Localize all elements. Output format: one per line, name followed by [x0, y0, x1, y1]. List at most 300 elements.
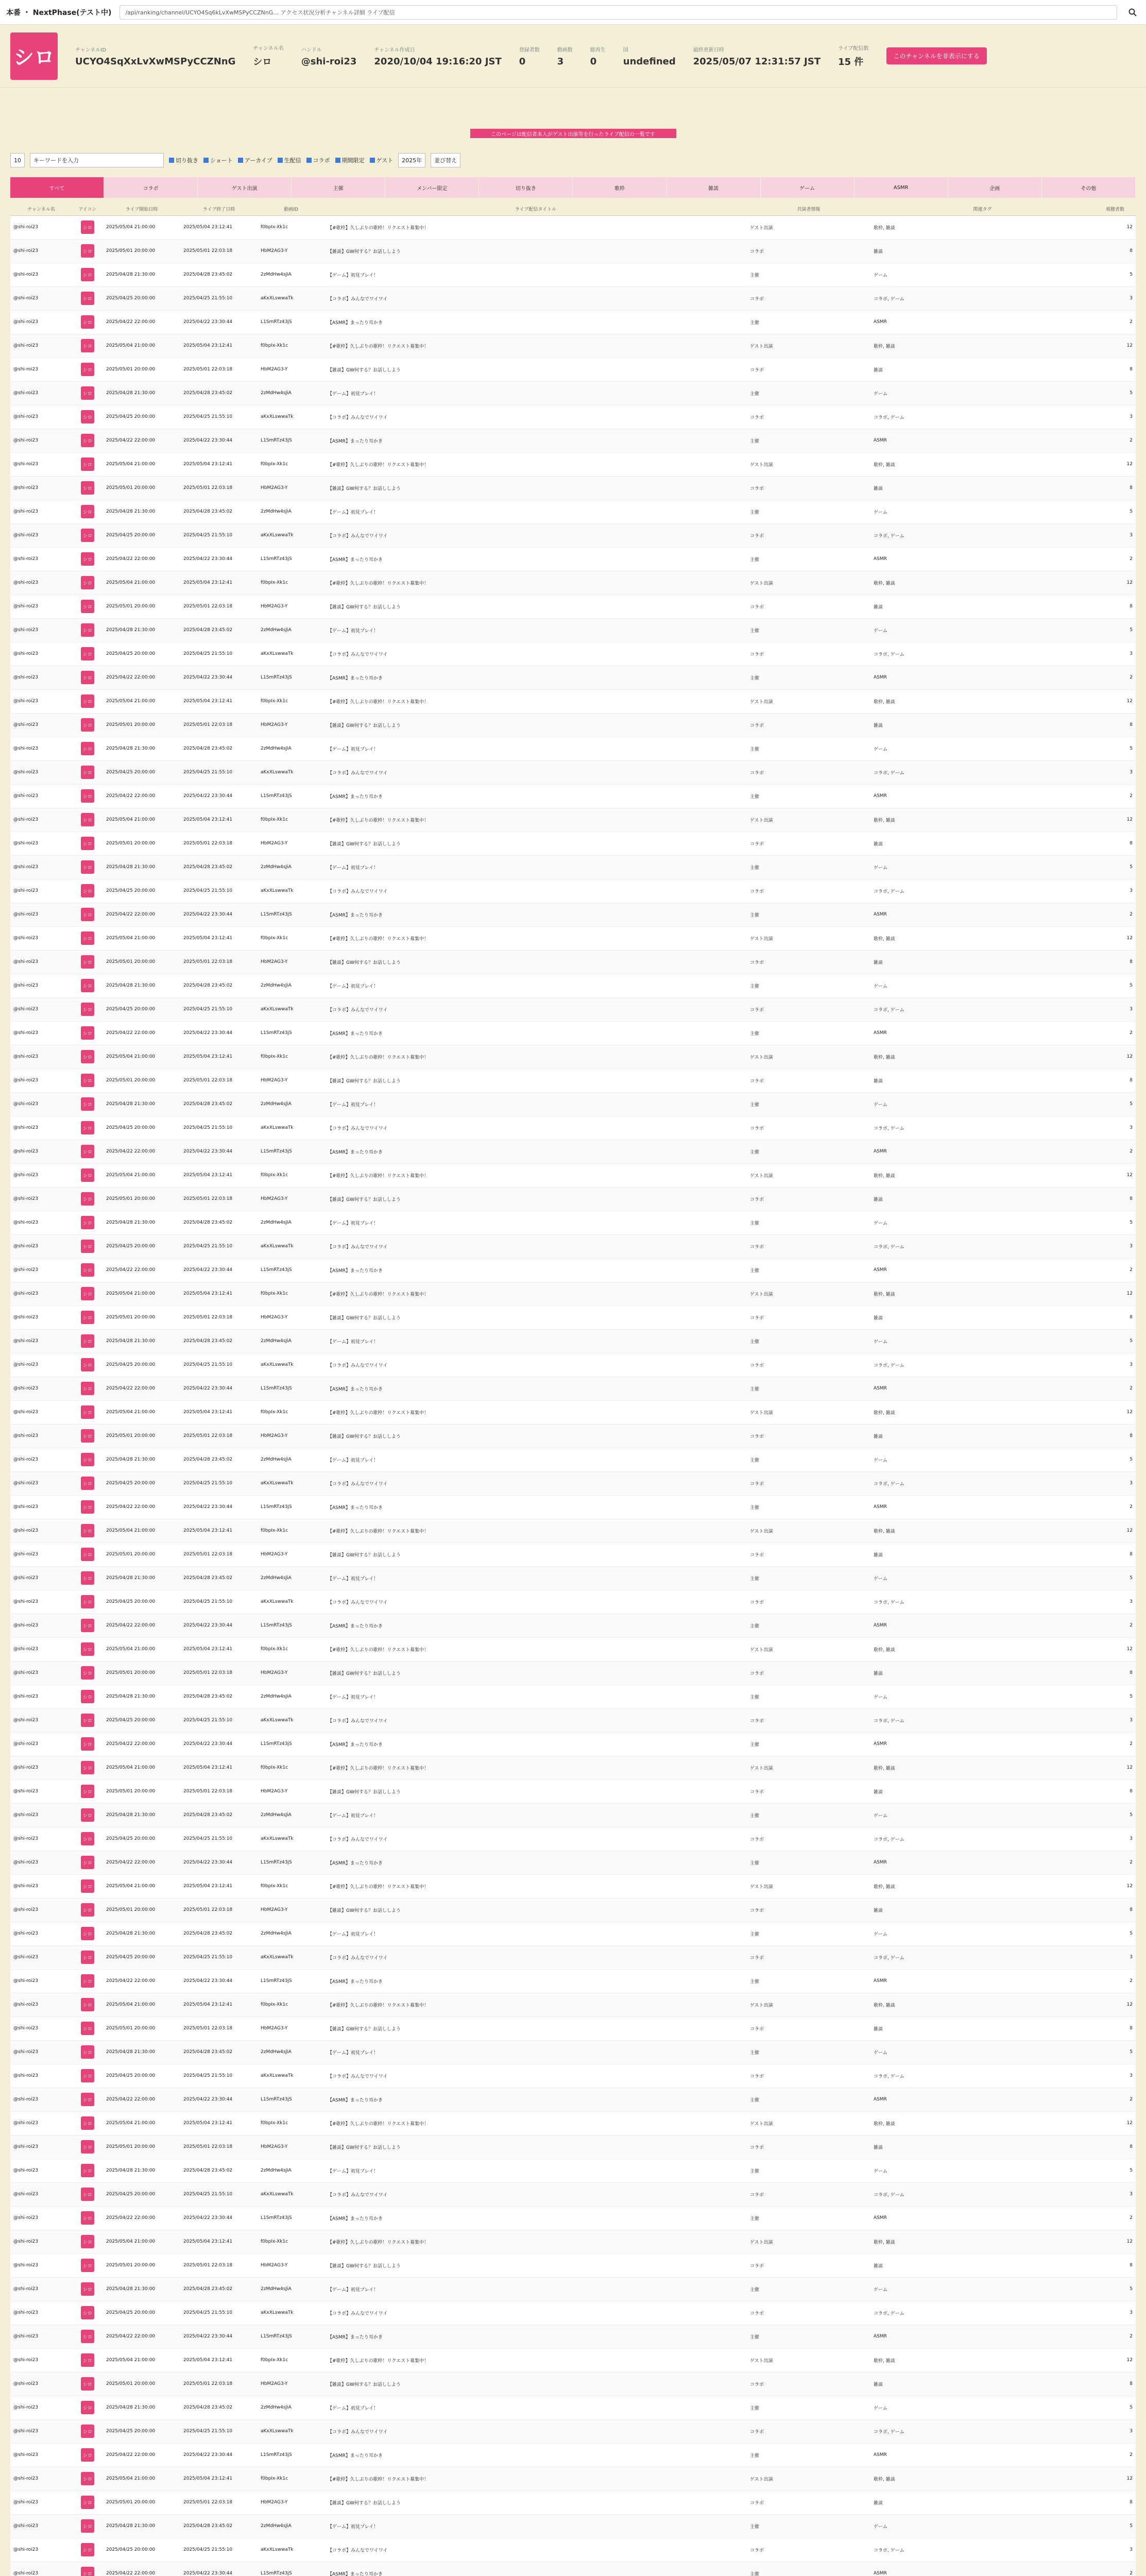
- cell-video-id[interactable]: 2zMdHw4sJiA: [261, 628, 292, 633]
- cell-video-id[interactable]: 2zMdHw4sJiA: [261, 509, 292, 514]
- table-row[interactable]: [10, 1306, 1136, 1329]
- cell-title[interactable]: 【ゲーム】初見プレイ！: [328, 747, 379, 752]
- cell-video-id[interactable]: aKxXLswwaTk: [261, 1599, 294, 1604]
- page-select[interactable]: 10: [10, 153, 25, 167]
- cell-video-id[interactable]: aKxXLswwaTk: [261, 1007, 294, 1012]
- table-row[interactable]: [10, 405, 1136, 429]
- cell-video-id[interactable]: aKxXLswwaTk: [261, 770, 294, 775]
- cell-video-id[interactable]: f0bpIx-Xk1c: [261, 1528, 288, 1533]
- cell-title[interactable]: 【コラボ】みんなでワイワイ: [328, 2429, 388, 2435]
- cell-video-id[interactable]: f0bpIx-Xk1c: [261, 1410, 288, 1415]
- cell-title[interactable]: 【ASMR】まったり耳かき: [328, 1268, 383, 1274]
- cell-title[interactable]: 【雑談】GW何する？お話ししよう: [328, 2263, 401, 2269]
- cell-video-id[interactable]: 2zMdHw4sJiA: [261, 1101, 292, 1107]
- cell-video-id[interactable]: f0bpIx-Xk1c: [261, 2476, 288, 2481]
- cell-video-id[interactable]: 2zMdHw4sJiA: [261, 2523, 292, 2529]
- table-row[interactable]: [10, 1187, 1136, 1211]
- cell-video-id[interactable]: 2zMdHw4sJiA: [261, 1575, 292, 1581]
- cell-video-id[interactable]: HbM2AG3-Y: [261, 2263, 288, 2268]
- cell-video-id[interactable]: HbM2AG3-Y: [261, 722, 288, 727]
- cell-video-id[interactable]: aKxXLswwaTk: [261, 2073, 294, 2078]
- cell-video-id[interactable]: L1SmRTz43jS: [261, 1623, 292, 1628]
- table-row[interactable]: [10, 879, 1136, 903]
- filter-check[interactable]: [335, 156, 365, 164]
- table-row[interactable]: [10, 2253, 1136, 2277]
- table-row[interactable]: [10, 1566, 1136, 1590]
- table-row[interactable]: [10, 547, 1136, 571]
- cell-title[interactable]: 【雑談】GW何する？お話ししよう: [328, 604, 401, 610]
- table-row[interactable]: [10, 1708, 1136, 1732]
- table-row[interactable]: [10, 1092, 1136, 1116]
- table-row[interactable]: [10, 334, 1136, 358]
- cell-title[interactable]: 【#歌枠】久しぶりの歌枠！リクエスト募集中！: [328, 2003, 429, 2008]
- cell-video-id[interactable]: f0bpIx-Xk1c: [261, 580, 288, 585]
- table-row[interactable]: [10, 950, 1136, 974]
- tab[interactable]: ASMR: [854, 177, 948, 198]
- tab[interactable]: ゲスト出演: [198, 177, 292, 198]
- table-row[interactable]: [10, 1519, 1136, 1543]
- table-row[interactable]: [10, 997, 1136, 1021]
- cell-title[interactable]: 【ASMR】まったり耳かき: [328, 675, 383, 681]
- table-row[interactable]: [10, 263, 1136, 286]
- cell-title[interactable]: 【ASMR】まったり耳かき: [328, 1149, 383, 1155]
- tab[interactable]: ゲーム: [761, 177, 854, 198]
- table-row[interactable]: [10, 1969, 1136, 1993]
- col-header[interactable]: アイコン: [72, 203, 103, 215]
- table-row[interactable]: [10, 2325, 1136, 2348]
- cell-video-id[interactable]: aKxXLswwaTk: [261, 1244, 294, 1249]
- cell-title[interactable]: 【雑談】GW何する？お話ししよう: [328, 1078, 401, 1084]
- cell-title[interactable]: 【#歌枠】久しぶりの歌枠！リクエスト募集中！: [328, 2240, 429, 2245]
- cell-title[interactable]: 【ASMR】まったり耳かき: [328, 1979, 383, 1985]
- table-row[interactable]: [10, 2064, 1136, 2088]
- table-row[interactable]: [10, 2562, 1136, 2576]
- cell-video-id[interactable]: f0bpIx-Xk1c: [261, 817, 288, 822]
- cell-title[interactable]: 【#歌枠】久しぶりの歌枠！リクエスト募集中！: [328, 1766, 429, 1771]
- filter-check[interactable]: [370, 156, 394, 164]
- cell-title[interactable]: 【ゲーム】初見プレイ！: [328, 1221, 379, 1226]
- table-row[interactable]: [10, 1424, 1136, 1448]
- cell-video-id[interactable]: aKxXLswwaTk: [261, 1362, 294, 1367]
- filter-check[interactable]: [203, 156, 233, 164]
- col-header[interactable]: ライブ配信タイトル: [324, 203, 747, 215]
- cell-title[interactable]: 【コラボ】みんなでワイワイ: [328, 1837, 388, 1842]
- table-row[interactable]: [10, 1377, 1136, 1400]
- cell-video-id[interactable]: L1SmRTz43jS: [261, 1504, 292, 1510]
- cell-video-id[interactable]: L1SmRTz43jS: [261, 1267, 292, 1273]
- cell-video-id[interactable]: aKxXLswwaTk: [261, 651, 294, 656]
- cell-video-id[interactable]: aKxXLswwaTk: [261, 2192, 294, 2197]
- table-row[interactable]: [10, 618, 1136, 642]
- cell-title[interactable]: 【#歌枠】久しぶりの歌枠！リクエスト募集中！: [328, 818, 429, 823]
- cell-video-id[interactable]: f0bpIx-Xk1c: [261, 1884, 288, 1889]
- cell-title[interactable]: 【#歌枠】久しぶりの歌枠！リクエスト募集中！: [328, 462, 429, 468]
- table-row[interactable]: [10, 1732, 1136, 1756]
- table-row[interactable]: [10, 926, 1136, 950]
- table-row[interactable]: [10, 429, 1136, 452]
- cell-title[interactable]: 【ゲーム】初見プレイ！: [328, 391, 379, 397]
- cell-video-id[interactable]: f0bpIx-Xk1c: [261, 699, 288, 704]
- table-row[interactable]: [10, 2348, 1136, 2372]
- cell-video-id[interactable]: f0bpIx-Xk1c: [261, 1173, 288, 1178]
- cell-title[interactable]: 【#歌枠】久しぶりの歌枠！リクエスト募集中！: [328, 2121, 429, 2127]
- cell-title[interactable]: 【ASMR】まったり耳かき: [328, 794, 383, 800]
- table-row[interactable]: [10, 1069, 1136, 1092]
- cell-title[interactable]: 【コラボ】みんなでワイワイ: [328, 2074, 388, 2079]
- cell-title[interactable]: 【雑談】GW何する？お話ししよう: [328, 1908, 401, 1913]
- cell-title[interactable]: 【ASMR】まったり耳かき: [328, 2453, 383, 2459]
- cell-title[interactable]: 【ゲーム】初見プレイ！: [328, 1694, 379, 1700]
- cell-title[interactable]: 【雑談】GW何する？お話ししよう: [328, 367, 401, 373]
- cell-title[interactable]: 【ゲーム】初見プレイ！: [328, 1576, 379, 1582]
- cell-title[interactable]: 【#歌枠】久しぶりの歌枠！リクエスト募集中！: [328, 1884, 429, 1890]
- cell-title[interactable]: 【雑談】GW何する？お話ししよう: [328, 486, 401, 492]
- url-bar[interactable]: [119, 5, 1117, 20]
- cell-video-id[interactable]: 2zMdHw4sJiA: [261, 1338, 292, 1344]
- table-row[interactable]: [10, 2016, 1136, 2040]
- table-row[interactable]: [10, 832, 1136, 855]
- tab[interactable]: その他: [1042, 177, 1136, 198]
- cell-title[interactable]: 【コラボ】みんなでワイワイ: [328, 1244, 388, 1250]
- table-row[interactable]: [10, 1993, 1136, 2016]
- table-row[interactable]: [10, 1756, 1136, 1780]
- cell-video-id[interactable]: HbM2AG3-Y: [261, 1670, 288, 1675]
- cell-title[interactable]: 【コラボ】みんなでワイワイ: [328, 1600, 388, 1605]
- cell-title[interactable]: 【#歌枠】久しぶりの歌枠！リクエスト募集中！: [328, 1410, 429, 1416]
- cell-title[interactable]: 【ASMR】まったり耳かき: [328, 1031, 383, 1037]
- cell-title[interactable]: 【ASMR】まったり耳かき: [328, 1860, 383, 1866]
- cell-title[interactable]: 【#歌枠】久しぶりの歌枠！リクエスト募集中！: [328, 2358, 429, 2364]
- cell-title[interactable]: 【ゲーム】初見プレイ！: [328, 2168, 379, 2174]
- table-row[interactable]: [10, 2396, 1136, 2419]
- table-row[interactable]: [10, 760, 1136, 784]
- cell-title[interactable]: 【コラボ】みんなでワイワイ: [328, 2311, 388, 2316]
- cell-video-id[interactable]: 2zMdHw4sJiA: [261, 2286, 292, 2292]
- cell-video-id[interactable]: HbM2AG3-Y: [261, 367, 288, 372]
- cell-video-id[interactable]: HbM2AG3-Y: [261, 485, 288, 490]
- cell-title[interactable]: 【コラボ】みんなでワイワイ: [328, 1718, 388, 1724]
- table-row[interactable]: [10, 2111, 1136, 2135]
- table-row[interactable]: [10, 476, 1136, 500]
- table-row[interactable]: [10, 2514, 1136, 2538]
- cell-video-id[interactable]: HbM2AG3-Y: [261, 248, 288, 253]
- table-row[interactable]: [10, 1400, 1136, 1424]
- table-row[interactable]: [10, 642, 1136, 666]
- cell-video-id[interactable]: HbM2AG3-Y: [261, 604, 288, 609]
- table-row[interactable]: [10, 1827, 1136, 1851]
- cell-video-id[interactable]: L1SmRTz43jS: [261, 556, 292, 562]
- table-row[interactable]: [10, 2443, 1136, 2467]
- cell-title[interactable]: 【#歌枠】久しぶりの歌枠！リクエスト募集中！: [328, 225, 429, 231]
- cell-title[interactable]: 【雑談】GW何する？お話ししよう: [328, 723, 401, 728]
- table-row[interactable]: [10, 1211, 1136, 1234]
- table-row[interactable]: [10, 2230, 1136, 2253]
- tab[interactable]: 切り抜き: [479, 177, 573, 198]
- cell-title[interactable]: 【コラボ】みんなでワイワイ: [328, 1363, 388, 1368]
- cell-title[interactable]: 【ゲーム】初見プレイ！: [328, 1931, 379, 1937]
- hide-channel-button[interactable]: このチャンネルを非表示にする: [886, 47, 987, 64]
- cell-video-id[interactable]: HbM2AG3-Y: [261, 1315, 288, 1320]
- cell-title[interactable]: 【雑談】GW何する？お話ししよう: [328, 1552, 401, 1558]
- cell-title[interactable]: 【コラボ】みんなでワイワイ: [328, 889, 388, 894]
- table-row[interactable]: [10, 2301, 1136, 2325]
- table-row[interactable]: [10, 215, 1136, 239]
- tab[interactable]: コラボ: [104, 177, 198, 198]
- table-row[interactable]: [10, 310, 1136, 334]
- table-row[interactable]: [10, 1945, 1136, 1969]
- table-row[interactable]: [10, 974, 1136, 997]
- cell-title[interactable]: 【#歌枠】久しぶりの歌枠！リクエスト募集中！: [328, 1647, 429, 1653]
- table-row[interactable]: [10, 2159, 1136, 2182]
- cell-title[interactable]: 【雑談】GW何する？お話ししよう: [328, 2026, 401, 2032]
- col-header[interactable]: 視聴者数: [1094, 203, 1136, 215]
- cell-title[interactable]: 【コラボ】みんなでワイワイ: [328, 415, 388, 420]
- cell-title[interactable]: 【#歌枠】久しぶりの歌枠！リクエスト募集中！: [328, 1292, 429, 1297]
- cell-title[interactable]: 【ゲーム】初見プレイ！: [328, 984, 379, 989]
- cell-video-id[interactable]: 2zMdHw4sJiA: [261, 2168, 292, 2173]
- table-row[interactable]: [10, 1543, 1136, 1566]
- table-row[interactable]: [10, 2467, 1136, 2490]
- table-row[interactable]: [10, 784, 1136, 808]
- cell-title[interactable]: 【#歌枠】久しぶりの歌枠！リクエスト募集中！: [328, 344, 429, 349]
- cell-title[interactable]: 【ASMR】まったり耳かき: [328, 1623, 383, 1629]
- date-select[interactable]: 2025年: [398, 153, 425, 167]
- cell-video-id[interactable]: 2zMdHw4sJiA: [261, 1457, 292, 1462]
- table-row[interactable]: [10, 1614, 1136, 1637]
- col-header[interactable]: ライブ終了日時: [180, 203, 258, 215]
- cell-video-id[interactable]: L1SmRTz43jS: [261, 675, 292, 680]
- filter-check[interactable]: [169, 156, 198, 164]
- col-header[interactable]: 共演者情報: [747, 203, 870, 215]
- cell-video-id[interactable]: 2zMdHw4sJiA: [261, 2405, 292, 2410]
- cell-title[interactable]: 【#歌枠】久しぶりの歌枠！リクエスト募集中！: [328, 1173, 429, 1179]
- table-row[interactable]: [10, 689, 1136, 713]
- cell-title[interactable]: 【ASMR】まったり耳かき: [328, 1742, 383, 1748]
- cell-title[interactable]: 【雑談】GW何する？お話ししよう: [328, 1789, 401, 1795]
- tab[interactable]: メンバー限定: [385, 177, 479, 198]
- table-row[interactable]: [10, 2419, 1136, 2443]
- table-row[interactable]: [10, 1780, 1136, 1803]
- cell-video-id[interactable]: L1SmRTz43jS: [261, 793, 292, 799]
- cell-title[interactable]: 【雑談】GW何する？お話ししよう: [328, 1434, 401, 1439]
- table-row[interactable]: [10, 2182, 1136, 2206]
- filter-check[interactable]: [278, 156, 301, 164]
- col-header[interactable]: 動画ID: [258, 203, 324, 215]
- cell-title[interactable]: 【雑談】GW何する？お話ししよう: [328, 841, 401, 847]
- cell-title[interactable]: 【ゲーム】初見プレイ！: [328, 273, 379, 278]
- cell-video-id[interactable]: 2zMdHw4sJiA: [261, 1220, 292, 1225]
- cell-title[interactable]: 【ゲーム】初見プレイ！: [328, 2050, 379, 2056]
- table-row[interactable]: [10, 571, 1136, 595]
- cell-title[interactable]: 【ゲーム】初見プレイ！: [328, 865, 379, 871]
- cell-video-id[interactable]: HbM2AG3-Y: [261, 1552, 288, 1557]
- cell-video-id[interactable]: 2zMdHw4sJiA: [261, 746, 292, 751]
- cell-video-id[interactable]: HbM2AG3-Y: [261, 1196, 288, 1201]
- cell-video-id[interactable]: aKxXLswwaTk: [261, 2310, 294, 2315]
- filter-check[interactable]: [238, 156, 272, 164]
- table-row[interactable]: [10, 2088, 1136, 2111]
- table-row[interactable]: [10, 1282, 1136, 1306]
- cell-video-id[interactable]: 2zMdHw4sJiA: [261, 391, 292, 396]
- cell-video-id[interactable]: HbM2AG3-Y: [261, 1433, 288, 1438]
- table-row[interactable]: [10, 737, 1136, 760]
- cell-video-id[interactable]: aKxXLswwaTk: [261, 2547, 294, 2552]
- table-row[interactable]: [10, 381, 1136, 405]
- table-row[interactable]: [10, 1898, 1136, 1922]
- cell-video-id[interactable]: aKxXLswwaTk: [261, 1481, 294, 1486]
- table-row[interactable]: [10, 239, 1136, 263]
- sort-select[interactable]: 並び替え: [431, 153, 460, 167]
- cell-video-id[interactable]: aKxXLswwaTk: [261, 1125, 294, 1130]
- cell-video-id[interactable]: HbM2AG3-Y: [261, 1789, 288, 1794]
- cell-video-id[interactable]: f0bpIx-Xk1c: [261, 1291, 288, 1296]
- table-row[interactable]: [10, 500, 1136, 523]
- cell-video-id[interactable]: HbM2AG3-Y: [261, 2381, 288, 2386]
- table-row[interactable]: [10, 358, 1136, 381]
- table-row[interactable]: [10, 1637, 1136, 1661]
- cell-video-id[interactable]: L1SmRTz43jS: [261, 2571, 292, 2576]
- cell-title[interactable]: 【ASMR】まったり耳かき: [328, 2097, 383, 2103]
- cell-title[interactable]: 【コラボ】みんなでワイワイ: [328, 1007, 388, 1013]
- cell-title[interactable]: 【ASMR】まったり耳かき: [328, 2334, 383, 2340]
- cell-video-id[interactable]: L1SmRTz43jS: [261, 2452, 292, 2458]
- table-row[interactable]: [10, 1803, 1136, 1827]
- table-row[interactable]: [10, 1163, 1136, 1187]
- cell-video-id[interactable]: f0bpIx-Xk1c: [261, 2121, 288, 2126]
- table-row[interactable]: [10, 2372, 1136, 2396]
- cell-title[interactable]: 【コラボ】みんなでワイワイ: [328, 652, 388, 657]
- cell-video-id[interactable]: f0bpIx-Xk1c: [261, 343, 288, 348]
- table-row[interactable]: [10, 1045, 1136, 1069]
- table-row[interactable]: [10, 1495, 1136, 1519]
- cell-video-id[interactable]: 2zMdHw4sJiA: [261, 983, 292, 988]
- cell-video-id[interactable]: 2zMdHw4sJiA: [261, 2049, 292, 2055]
- cell-video-id[interactable]: aKxXLswwaTk: [261, 1955, 294, 1960]
- cell-video-id[interactable]: HbM2AG3-Y: [261, 1078, 288, 1083]
- tab[interactable]: すべて: [10, 177, 104, 198]
- table-row[interactable]: [10, 2538, 1136, 2562]
- cell-video-id[interactable]: L1SmRTz43jS: [261, 1741, 292, 1747]
- cell-title[interactable]: 【コラボ】みんなでワイワイ: [328, 533, 388, 539]
- cell-title[interactable]: 【コラボ】みんなでワイワイ: [328, 1126, 388, 1131]
- cell-title[interactable]: 【ゲーム】初見プレイ！: [328, 2524, 379, 2530]
- cell-title[interactable]: 【コラボ】みんなでワイワイ: [328, 770, 388, 776]
- cell-title[interactable]: 【雑談】GW何する？お話ししよう: [328, 1315, 401, 1321]
- cell-video-id[interactable]: aKxXLswwaTk: [261, 533, 294, 538]
- col-header[interactable]: 関連タグ: [870, 203, 1094, 215]
- table-row[interactable]: [10, 452, 1136, 476]
- table-row[interactable]: [10, 2040, 1136, 2064]
- cell-video-id[interactable]: HbM2AG3-Y: [261, 2500, 288, 2505]
- cell-title[interactable]: 【コラボ】みんなでワイワイ: [328, 2548, 388, 2553]
- cell-video-id[interactable]: HbM2AG3-Y: [261, 841, 288, 846]
- table-row[interactable]: [10, 1590, 1136, 1614]
- table-row[interactable]: [10, 1329, 1136, 1353]
- table-row[interactable]: [10, 1021, 1136, 1045]
- cell-title[interactable]: 【雑談】GW何する？お話ししよう: [328, 249, 401, 255]
- cell-title[interactable]: 【ASMR】まったり耳かき: [328, 557, 383, 563]
- cell-video-id[interactable]: L1SmRTz43jS: [261, 1030, 292, 1036]
- cell-video-id[interactable]: L1SmRTz43jS: [261, 912, 292, 917]
- table-row[interactable]: [10, 1116, 1136, 1140]
- cell-title[interactable]: 【ASMR】まったり耳かき: [328, 912, 383, 918]
- table-row[interactable]: [10, 523, 1136, 547]
- table-row[interactable]: [10, 1661, 1136, 1685]
- cell-title[interactable]: 【ゲーム】初見プレイ！: [328, 1813, 379, 1819]
- table-row[interactable]: [10, 855, 1136, 879]
- cell-title[interactable]: 【ASMR】まったり耳かき: [328, 438, 383, 444]
- cell-title[interactable]: 【ゲーム】初見プレイ！: [328, 2405, 379, 2411]
- table-row[interactable]: [10, 1685, 1136, 1708]
- tab[interactable]: 雑談: [667, 177, 761, 198]
- cell-video-id[interactable]: aKxXLswwaTk: [261, 2429, 294, 2434]
- cell-video-id[interactable]: L1SmRTz43jS: [261, 438, 292, 443]
- cell-title[interactable]: 【コラボ】みんなでワイワイ: [328, 1481, 388, 1487]
- table-row[interactable]: [10, 713, 1136, 737]
- cell-video-id[interactable]: L1SmRTz43jS: [261, 319, 292, 325]
- table-row[interactable]: [10, 1471, 1136, 1495]
- cell-title[interactable]: 【雑談】GW何する？お話ししよう: [328, 1671, 401, 1676]
- cell-title[interactable]: 【コラボ】みんなでワイワイ: [328, 1955, 388, 1961]
- table-row[interactable]: [10, 1140, 1136, 1163]
- cell-title[interactable]: 【ASMR】まったり耳かき: [328, 1505, 383, 1511]
- cell-video-id[interactable]: L1SmRTz43jS: [261, 1978, 292, 1984]
- cell-video-id[interactable]: HbM2AG3-Y: [261, 959, 288, 964]
- cell-video-id[interactable]: L1SmRTz43jS: [261, 1860, 292, 1865]
- cell-video-id[interactable]: f0bpIx-Xk1c: [261, 1054, 288, 1059]
- tab[interactable]: 歌枠: [573, 177, 666, 198]
- tab[interactable]: 主催: [292, 177, 385, 198]
- table-row[interactable]: [10, 2135, 1136, 2159]
- cell-title[interactable]: 【コラボ】みんなでワイワイ: [328, 296, 388, 302]
- cell-video-id[interactable]: 2zMdHw4sJiA: [261, 1812, 292, 1818]
- cell-video-id[interactable]: L1SmRTz43jS: [261, 2334, 292, 2339]
- cell-title[interactable]: 【#歌枠】久しぶりの歌枠！リクエスト募集中！: [328, 1055, 429, 1060]
- cell-video-id[interactable]: L1SmRTz43jS: [261, 1386, 292, 1391]
- cell-video-id[interactable]: aKxXLswwaTk: [261, 414, 294, 419]
- cell-video-id[interactable]: aKxXLswwaTk: [261, 1836, 294, 1841]
- cell-title[interactable]: 【コラボ】みんなでワイワイ: [328, 2192, 388, 2198]
- cell-video-id[interactable]: f0bpIx-Xk1c: [261, 1647, 288, 1652]
- cell-title[interactable]: 【ゲーム】初見プレイ！: [328, 628, 379, 634]
- cell-title[interactable]: 【ゲーム】初見プレイ！: [328, 1458, 379, 1463]
- col-header[interactable]: ライブ開始日時: [103, 203, 180, 215]
- cell-video-id[interactable]: f0bpIx-Xk1c: [261, 936, 288, 941]
- cell-title[interactable]: 【ゲーム】初見プレイ！: [328, 1102, 379, 1108]
- cell-video-id[interactable]: HbM2AG3-Y: [261, 2144, 288, 2149]
- cell-title[interactable]: 【雑談】GW何する？お話ししよう: [328, 2382, 401, 2387]
- cell-video-id[interactable]: L1SmRTz43jS: [261, 2097, 292, 2102]
- cell-video-id[interactable]: f0bpIx-Xk1c: [261, 462, 288, 467]
- cell-title[interactable]: 【雑談】GW何する？お話ししよう: [328, 2500, 401, 2506]
- table-row[interactable]: [10, 2277, 1136, 2301]
- cell-title[interactable]: 【#歌枠】久しぶりの歌枠！リクエスト募集中！: [328, 581, 429, 586]
- cell-title[interactable]: 【#歌枠】久しぶりの歌枠！リクエスト募集中！: [328, 2477, 429, 2482]
- cell-title[interactable]: 【ASMR】まったり耳かき: [328, 2216, 383, 2222]
- cell-title[interactable]: 【雑談】GW何する？お話ししよう: [328, 960, 401, 965]
- table-row[interactable]: [10, 1258, 1136, 1282]
- tab[interactable]: 企画: [948, 177, 1042, 198]
- table-row[interactable]: [10, 2206, 1136, 2230]
- table-row[interactable]: [10, 1234, 1136, 1258]
- cell-video-id[interactable]: 2zMdHw4sJiA: [261, 1694, 292, 1699]
- cell-video-id[interactable]: f0bpIx-Xk1c: [261, 1765, 288, 1770]
- col-header[interactable]: チャンネル名: [10, 203, 72, 215]
- table-row[interactable]: [10, 1448, 1136, 1471]
- cell-video-id[interactable]: L1SmRTz43jS: [261, 1149, 292, 1154]
- table-row[interactable]: [10, 666, 1136, 689]
- cell-title[interactable]: 【#歌枠】久しぶりの歌枠！リクエスト募集中！: [328, 1529, 429, 1534]
